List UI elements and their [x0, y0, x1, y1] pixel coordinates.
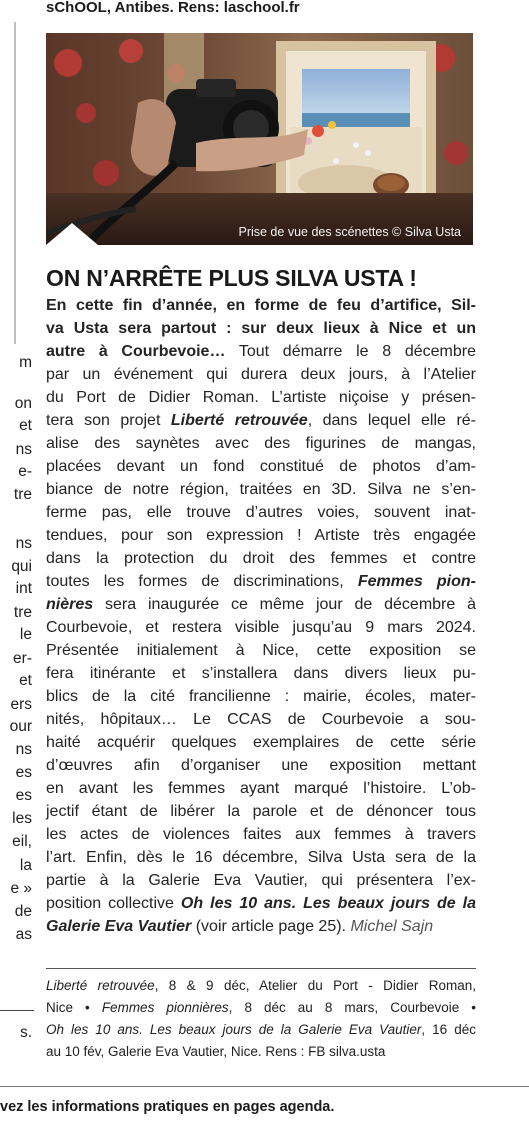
- article-headline: ON N’ARRÊTE PLUS SILVA USTA !: [46, 265, 417, 291]
- left-fragment: tre: [13, 604, 32, 621]
- body-text: sera inaugurée ce même jour de décembre à: [93, 596, 476, 613]
- body-line: nités, hôpitaux… Le CCAS de Courbevoie a sou-: [46, 711, 476, 728]
- info-title: Femmes pionnières: [101, 1000, 229, 1015]
- body-text: position collective: [46, 895, 181, 912]
- info-divider: [46, 968, 476, 969]
- left-fragment: ns: [15, 535, 32, 552]
- body-line: alise des saynètes avec des figurines de mangas,: [46, 435, 476, 452]
- body-line: fera itinérante et s’installera dans divers lieux pu-: [46, 665, 476, 682]
- left-fragment: et: [19, 417, 32, 434]
- lead-line-end: autre à Courbevoie…: [46, 343, 226, 360]
- body-line: blics de la cité francilienne : mairie, écoles, mater-: [46, 688, 476, 705]
- article-author: Michel Sajn: [350, 918, 434, 935]
- body-text: (voir article page 25).: [191, 918, 351, 935]
- body-line: partie à la Galerie Eva Vautier, qui présentera l’ex-: [46, 872, 476, 889]
- left-fragment: le: [19, 626, 32, 643]
- photo-notch: [46, 223, 98, 245]
- lead-line: En cette fin d’année, en forme de feu d’artifice, Sil-: [46, 297, 476, 314]
- info-line: [46, 999, 476, 1017]
- body-line: [46, 894, 476, 914]
- body-line: biance de notre région, traitées en 3D. Silva ne s’en-: [46, 481, 476, 498]
- work-title: Femmes pion-: [357, 573, 476, 590]
- left-fragment: s.: [19, 1024, 32, 1041]
- lead-line: va Usta sera partout : sur deux lieux à Nice et un: [46, 320, 476, 337]
- work-title: Oh les 10 ans. Les beaux jours de la: [180, 895, 477, 912]
- body-line: l’art. Enfin, dès le 16 décembre, Silva Usta sera de la: [46, 849, 476, 866]
- left-fragment: es: [15, 764, 32, 781]
- left-fragment: tre: [13, 486, 32, 503]
- body-line: en avant les femmes ayant marqué l’histoire. L’ob-: [46, 780, 476, 797]
- body-line: jectif étant de libérer la parole et de dénoncer tous: [46, 803, 476, 820]
- left-fragment: ns: [15, 441, 32, 458]
- body-text: Tout démarre le 8 décembre: [225, 343, 476, 360]
- body-line: tendues, pour son expression ! Artiste très engagée: [46, 527, 476, 544]
- left-column-fragments: [0, 0, 36, 1100]
- work-title: Galerie Eva Vautier: [46, 918, 192, 935]
- left-fragment: e-: [18, 463, 32, 480]
- left-fragment: ers: [10, 696, 32, 713]
- body-line: ferme pas, elle trouve d’autres voies, souvent inat-: [46, 504, 476, 521]
- body-line: [46, 917, 476, 937]
- body-line: par un événement qui durera deux jours, à l’Atelier: [46, 366, 476, 383]
- left-fragment: ns: [15, 741, 32, 758]
- info-text: , 8 déc au 8 mars, Courbevoie •: [228, 1000, 477, 1015]
- info-text: , 16 déc: [421, 1022, 476, 1037]
- body-text: , dans lequel elle ré-: [307, 412, 476, 429]
- info-title: Oh les 10 ans. Les beaux jours de la Galerie Eva Vautier: [46, 1022, 422, 1037]
- left-column-rule: [14, 22, 16, 344]
- info-line: [46, 977, 476, 995]
- previous-article-caption: sChOOL, Antibes. Rens: laschool.fr: [46, 0, 300, 16]
- left-fragment: our: [9, 718, 32, 735]
- body-line: Présentée initialement à Nice, cette exposition se: [46, 642, 476, 659]
- left-fragment: es: [15, 787, 32, 804]
- body-line: dans la protection du droit des femmes et contre: [46, 550, 476, 567]
- left-fragment: la: [19, 857, 32, 874]
- info-text: Nice •: [46, 1000, 102, 1015]
- info-text: , 8 & 9 déc, Atelier du Port - Didier Roman,: [154, 978, 476, 993]
- page-footer-rule: [0, 1086, 529, 1087]
- body-line: du Port de Didier Roman. L’artiste niçoise y présen-: [46, 389, 476, 406]
- left-fragment: eil,: [12, 833, 32, 850]
- left-fragment: as: [15, 926, 32, 943]
- work-title: Liberté retrouvée: [170, 412, 308, 429]
- body-text: tera son projet: [46, 412, 171, 429]
- info-title: Liberté retrouvée: [46, 978, 155, 993]
- body-line: placées devant un fond constitué de photos d’am-: [46, 458, 476, 475]
- info-line: au 10 fév, Galerie Eva Vautier, Nice. Rens : FB silva.usta: [46, 1044, 386, 1059]
- body-line: [46, 411, 476, 431]
- body-line: Courbevoie, et restera visible jusqu’au 9 mars 2024.: [46, 619, 476, 636]
- page-footer-note: vez les informations pratiques en pages agenda.: [0, 1099, 335, 1115]
- left-fragment: de: [14, 903, 32, 920]
- body-text: toutes les formes de discriminations,: [46, 573, 358, 590]
- body-line: [46, 572, 476, 592]
- info-line: [46, 1021, 476, 1039]
- left-fragment: e »: [10, 880, 32, 897]
- photo-scene-illustration: [46, 33, 473, 245]
- body-line: les actes de violences faites aux femmes à travers: [46, 826, 476, 843]
- photo-caption: Prise de vue des scénettes © Silva Usta: [238, 225, 461, 239]
- body-line: [46, 342, 476, 362]
- left-fragment: qui: [11, 558, 32, 575]
- body-line: d’œuvres afin d’organiser une exposition mettant: [46, 757, 476, 774]
- work-title: nières: [46, 596, 94, 613]
- left-fragment: er-: [13, 650, 32, 667]
- body-line: [46, 595, 476, 615]
- left-fragment: m: [19, 354, 32, 371]
- left-fragment: on: [14, 395, 32, 412]
- left-fragment: les: [12, 810, 32, 827]
- left-column-end-rule: [0, 1010, 34, 1011]
- left-fragment: int: [15, 580, 32, 597]
- left-fragment: et: [19, 672, 32, 689]
- article-photo: [46, 33, 473, 245]
- body-line: haité acquérir quelques exemplaires de cette série: [46, 734, 476, 751]
